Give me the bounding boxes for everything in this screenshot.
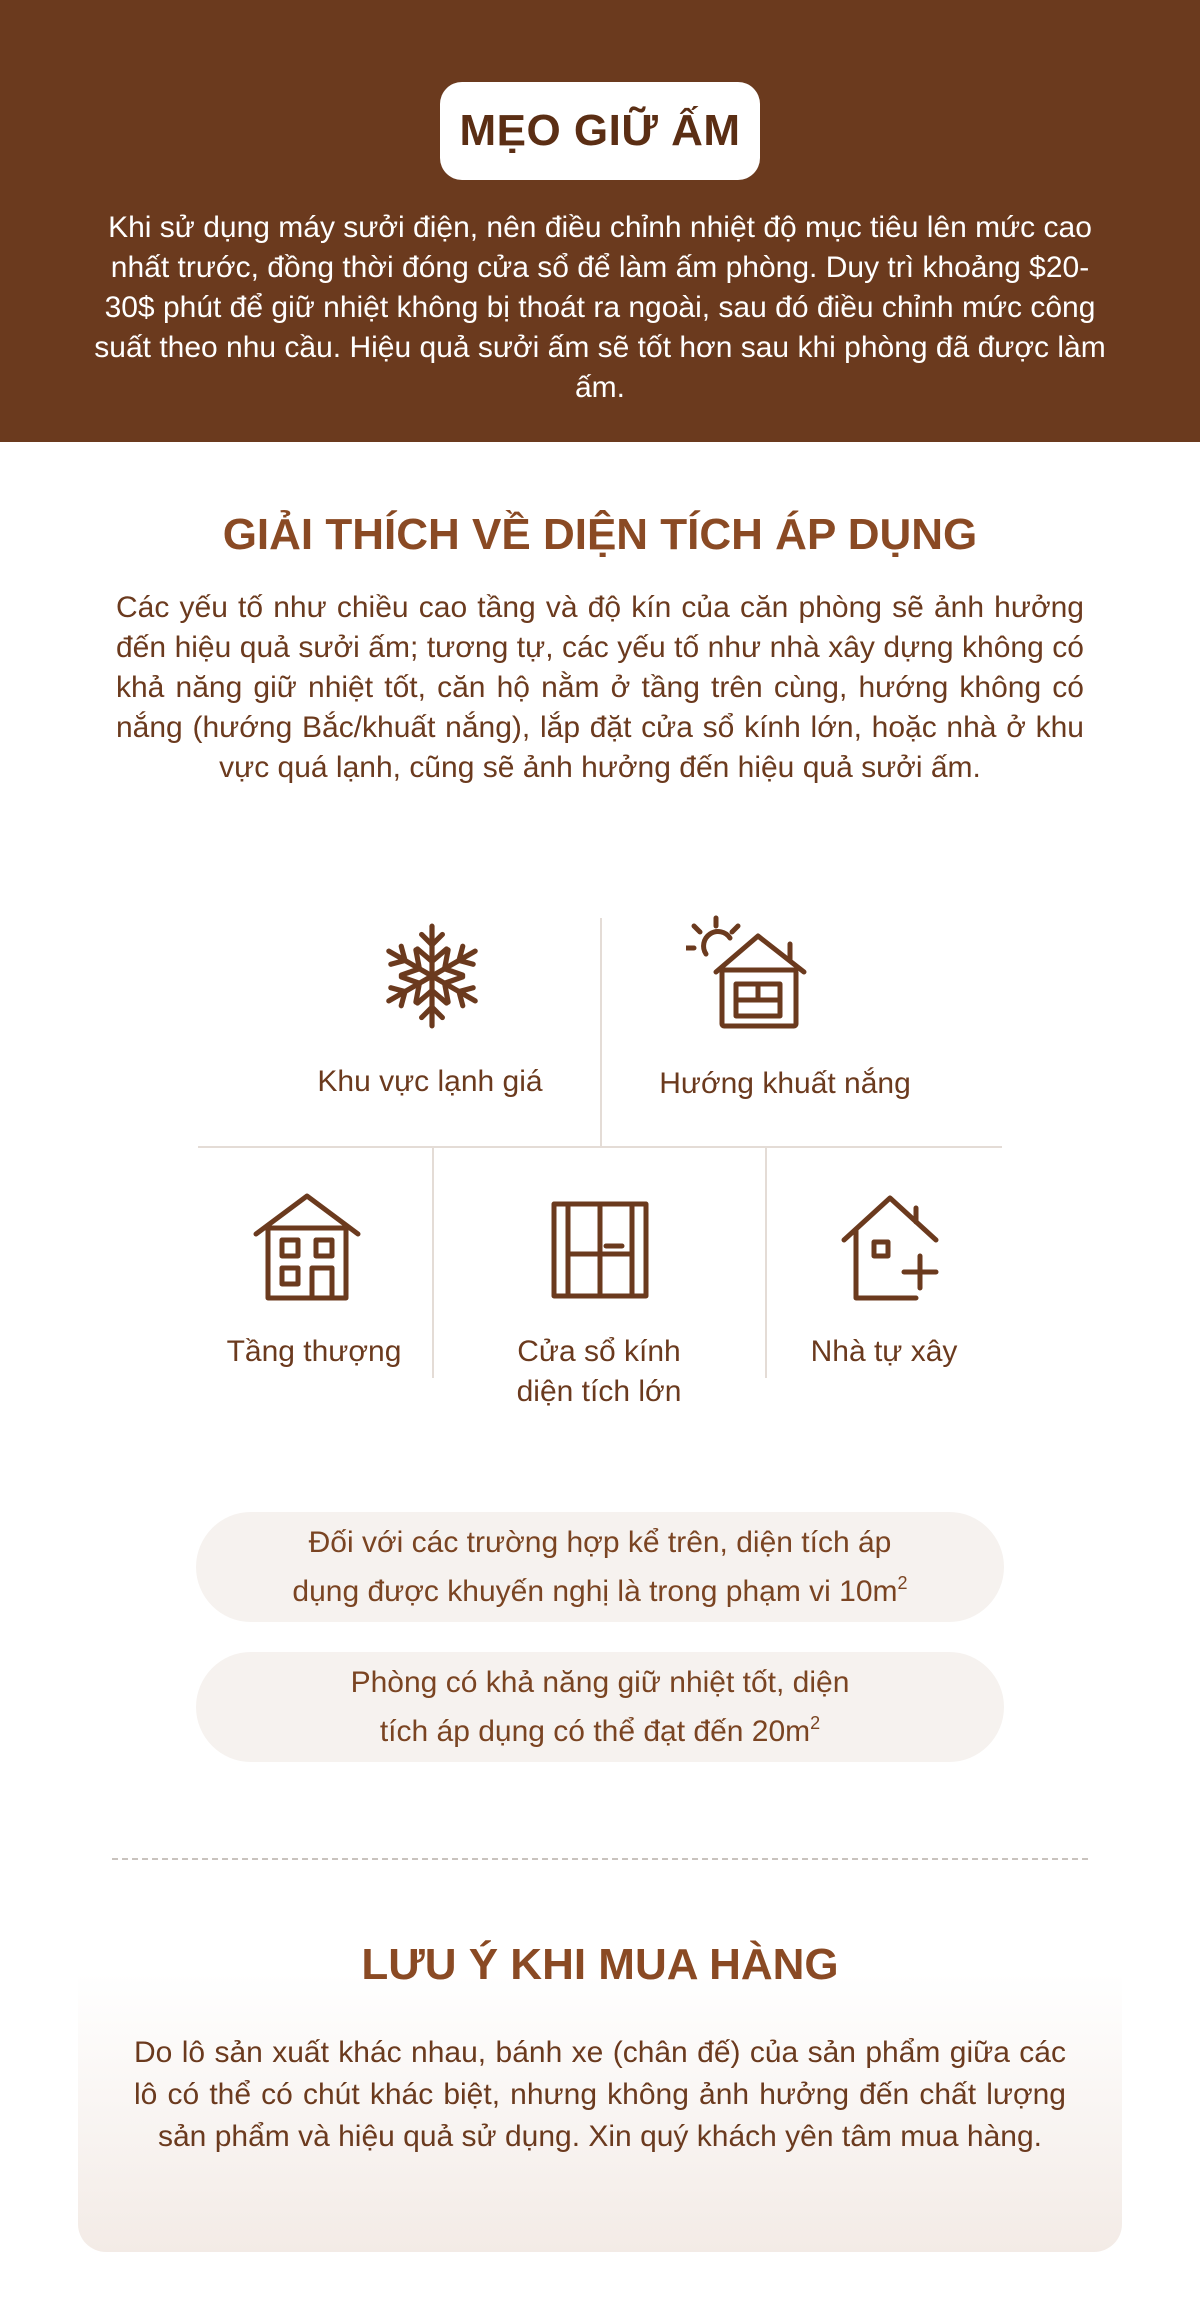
- house-sun-icon: [686, 914, 816, 1030]
- tip-title: MẸO GIỮ ẤM: [459, 106, 741, 155]
- large-window-icon: [550, 1200, 650, 1300]
- factor-label-shaded-direction: Hướng khuất nắng: [659, 1067, 911, 1100]
- note-pill-2-line1: Phòng có khả năng giữ nhiệt tốt, diện: [350, 1665, 850, 1699]
- note-pill-2-sup: 2: [810, 1712, 821, 1733]
- factor-label-top-floor: Tầng thượng: [226, 1335, 402, 1368]
- note-pill-good-insulation: [196, 1652, 1004, 1762]
- grid-divider-horizontal: [198, 1146, 1002, 1148]
- factor-label-self-built-house: Nhà tự xây: [810, 1335, 958, 1368]
- note-pill-1-line2: [292, 1563, 907, 1612]
- two-story-house-icon: [252, 1192, 362, 1302]
- note-pill-1-line2-text: dụng được khuyến nghị là trong phạm vi 10m: [292, 1574, 898, 1608]
- tip-banner: [0, 0, 1200, 442]
- tip-text: Khi sử dụng máy sưởi điện, nên điều chỉnh nhiệt độ mục tiêu lên mức cao nhất trước, đồng thời đóng cửa sổ để làm ấm phòng. Duy trì khoảng $20-30$ phút để giữ nhiệt không bị thoát ra ngoài, sau đó điều chỉnh mức công suất theo nhu cầu. Hiệu quả sưởi ấm sẽ tốt hơn sau khi phòng đã được làm ấm.: [94, 211, 1106, 404]
- section-divider-dashed: [112, 1858, 1088, 1860]
- snowflake-icon: [380, 922, 484, 1030]
- note-pill-1-line1: Đối với các trường hợp kể trên, diện tích áp: [308, 1525, 892, 1559]
- note-pill-2-line2: [380, 1703, 820, 1752]
- factor-label-cold-region: Khu vực lạnh giá: [317, 1065, 543, 1098]
- note-pill-recommended-area: [196, 1512, 1004, 1622]
- area-text: Các yếu tố như chiều cao tầng và độ kín của căn phòng sẽ ảnh hưởng đến hiệu quả sưởi ấm; tương tự, các yếu tố như nhà xây dựng không có khả năng giữ nhiệt tốt, căn hộ nằm ở tầng trên cùng, hướng không có nắng (hướng Bắc/khuất nắng), lắp đặt cửa sổ kính lớn, hoặc nhà ở khu vực quá lạnh, cũng sẽ ảnh hưởng đến hiệu quả sưởi ấm.: [116, 591, 1084, 784]
- tip-title-badge: [440, 82, 760, 180]
- factor-label-large-window-line2: diện tích lớn: [516, 1375, 682, 1408]
- purchase-title: LƯU Ý KHI MUA HÀNG: [361, 1940, 839, 1989]
- grid-divider-top-vertical: [600, 918, 602, 1146]
- note-pill-1-sup: 2: [897, 1572, 908, 1593]
- house-plus-icon: [840, 1192, 944, 1302]
- area-title: GIẢI THÍCH VỀ DIỆN TÍCH ÁP DỤNG: [222, 510, 978, 559]
- factor-label-large-window-line1: Cửa sổ kính: [517, 1335, 681, 1368]
- note-pill-2-line2-text: tích áp dụng có thể đạt đến 20m: [379, 1714, 811, 1748]
- factor-label-large-window: [434, 1332, 764, 1412]
- purchase-text: Do lô sản xuất khác nhau, bánh xe (chân đế) của sản phẩm giữa các lô có thể có chút khác biệt, nhưng không ảnh hưởng đến chất lượng sản phẩm và hiệu quả sử dụng. Xin quý khách yên tâm mua hàng.: [134, 2036, 1066, 2153]
